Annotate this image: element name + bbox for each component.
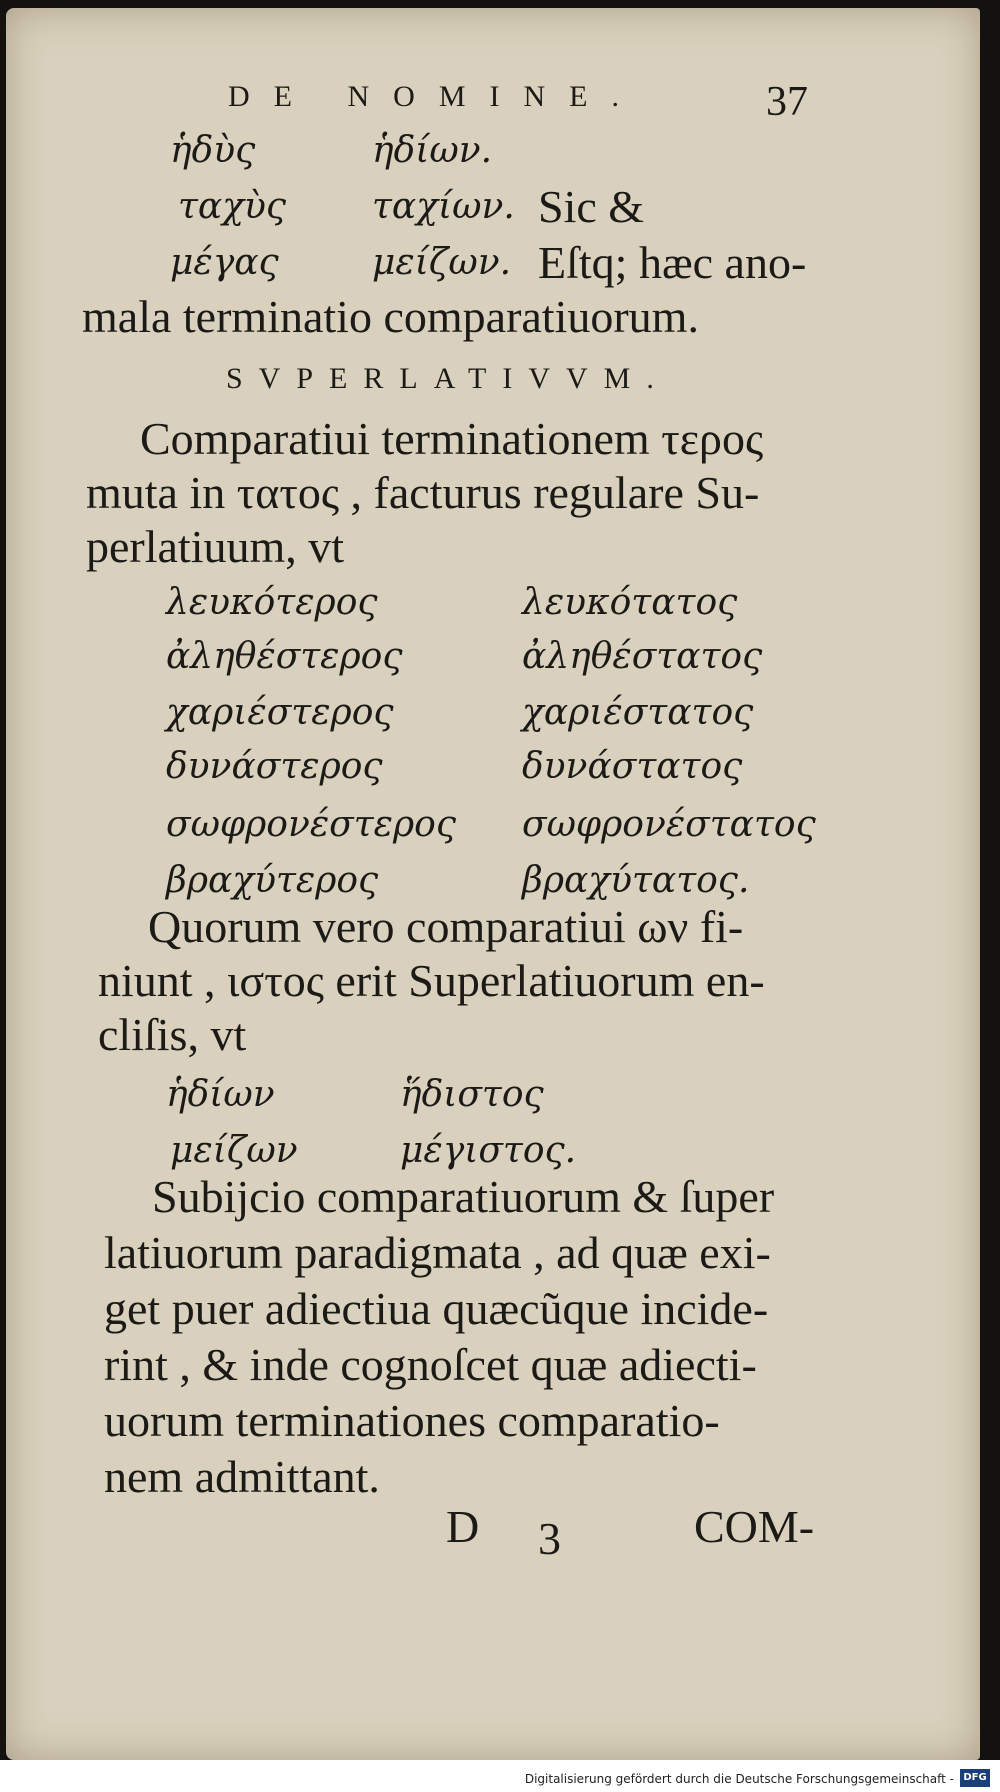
greek-word: μείζων (170, 1130, 298, 1171)
greek-word: ἡδίων. (372, 130, 493, 171)
greek-word: ἥδιστος (400, 1074, 544, 1115)
greek-word: σωφρονέστατος (522, 804, 816, 845)
greek-word: ταχίων. (372, 186, 515, 227)
section-title: SVPERLATIVVM. (226, 362, 670, 395)
greek-word: δυνάστερος (166, 746, 383, 787)
greek-word: μέγας (170, 242, 279, 283)
signature-mark: D (446, 1501, 480, 1552)
page-number: 37 (766, 79, 808, 125)
greek-word: μείζων. (372, 242, 512, 283)
greek-word: ἡδίων (166, 1074, 275, 1115)
text-line: perlatiuum, vt (86, 521, 345, 572)
text-line: Comparatiui terminationem τερος (140, 413, 764, 464)
text-line: uorum terminationes comparatio- (104, 1395, 720, 1446)
text-line: Subijcio comparatiuorum & ſuper (152, 1171, 775, 1222)
text-line: Quorum vero comparatiui ων fi- (148, 901, 744, 952)
catchword: COM- (694, 1501, 815, 1552)
text-line: mala terminatio comparatiuorum. (82, 291, 699, 342)
text-line: rint , & inde cognoſcet quæ adiecti- (104, 1339, 757, 1390)
text-line: niunt , ιστος erit Superlatiuorum en- (98, 955, 765, 1006)
greek-word: ἡδὺς (170, 130, 256, 171)
latin-text: Eſtq; hæc ano- (538, 237, 807, 288)
greek-word: ἀληθέστατος (522, 636, 763, 677)
greek-word: βραχύτερος (166, 860, 379, 901)
text-line: nem admittant. (104, 1451, 380, 1502)
greek-word: χαριέστατος (522, 692, 754, 733)
text-line: muta in τατος , facturus regulare Su- (86, 467, 760, 518)
latin-text: Sic & (538, 181, 645, 232)
text-line: cliſis, vt (98, 1009, 247, 1060)
footer-credit: Digitalisierung gefördert durch die Deutsche Forschungsgemeinschaft - (524, 1772, 954, 1786)
greek-word: λευκότατος (522, 582, 738, 623)
greek-word: μέγιστος. (400, 1130, 577, 1171)
greek-word: χαριέστερος (166, 692, 394, 733)
greek-word: ταχὺς (178, 186, 287, 227)
greek-word: λευκότερος (166, 582, 378, 623)
text-line: latiuorum paradigmata , ad quæ exi- (104, 1227, 771, 1278)
greek-word: δυνάστατος (522, 746, 743, 787)
text-line: get puer adiectiua quæcũque incide- (104, 1283, 769, 1334)
greek-word: ἀληθέστερος (166, 636, 403, 677)
dfg-logo: DFG (960, 1769, 990, 1787)
signature-number: 3 (538, 1513, 561, 1564)
running-head: DE NOMINE. (228, 80, 643, 113)
greek-word: σωφρονέστερος (166, 804, 456, 845)
greek-word: βραχύτατος. (522, 860, 750, 901)
